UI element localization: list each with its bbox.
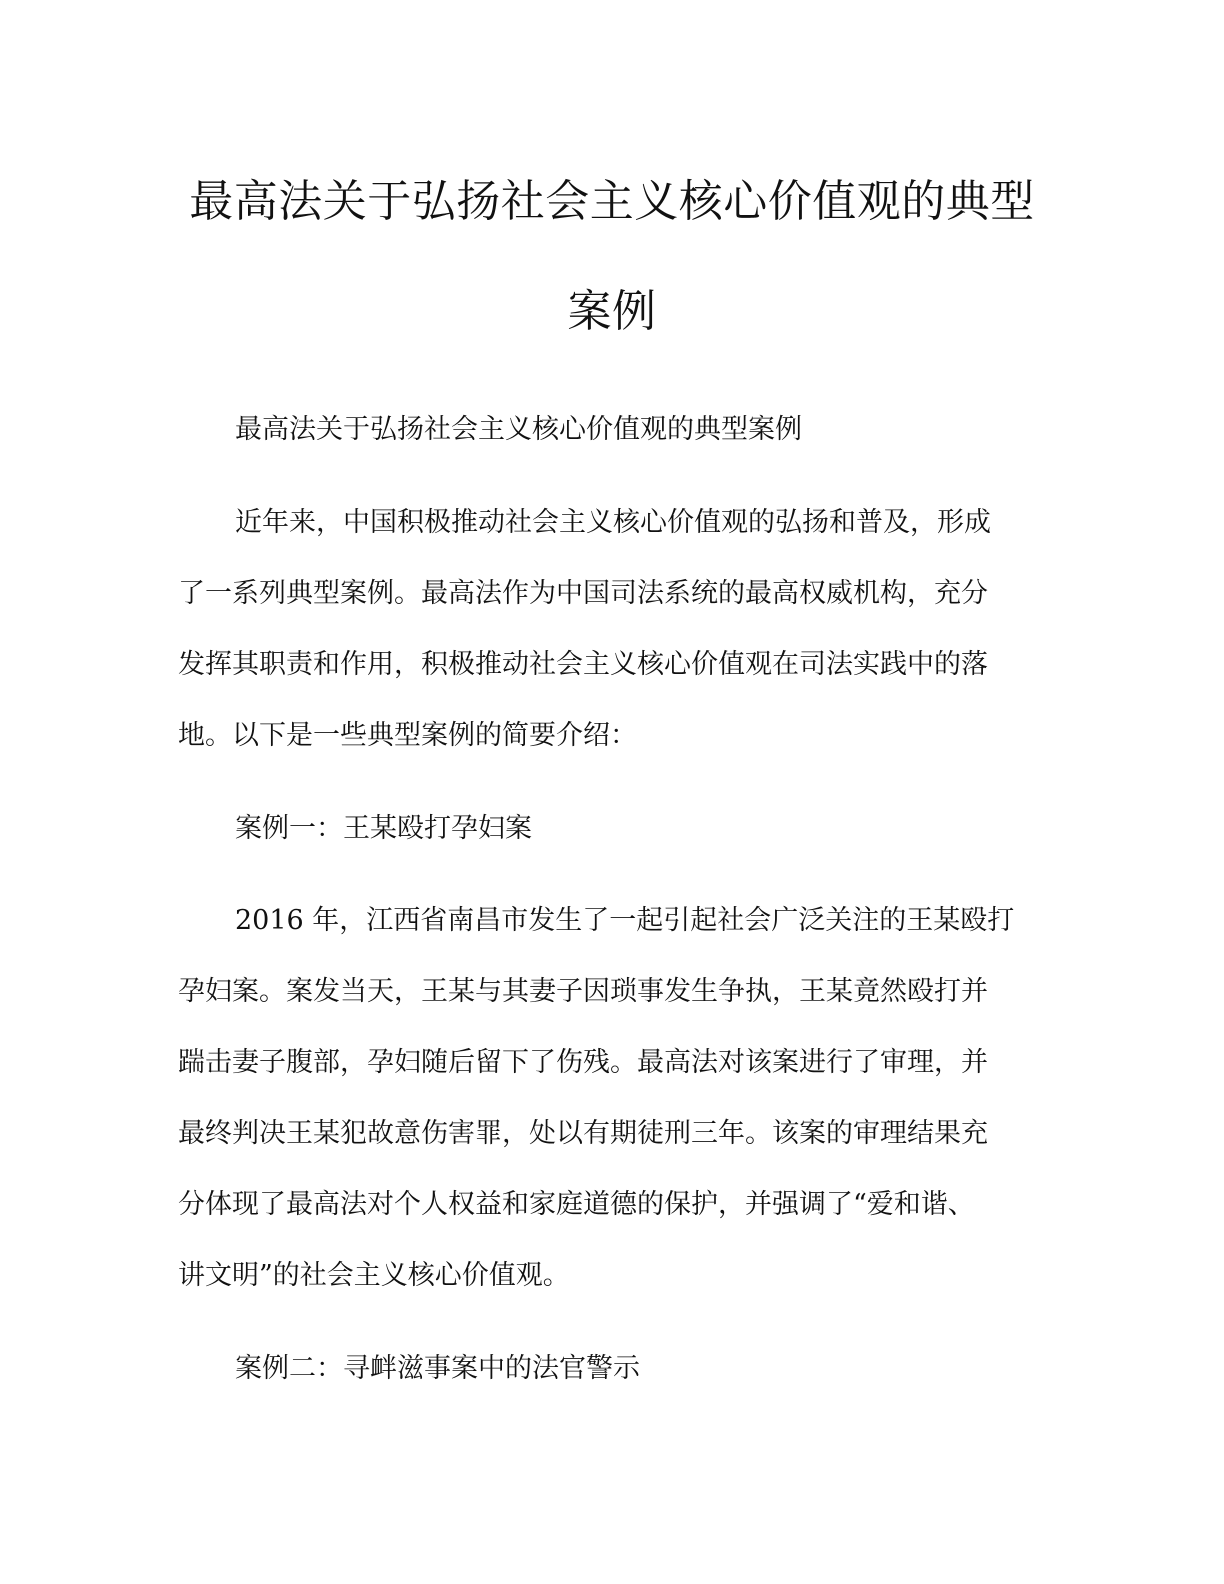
intro-line-1: 近年来，中国积极推动社会主义核心价值观的弘扬和普及，形成 bbox=[235, 507, 991, 538]
intro-line-3: 发挥其职责和作用，积极推动社会主义核心价值观在司法实践中的落 bbox=[178, 649, 988, 680]
intro-line-4: 地。以下是一些典型案例的简要介绍： bbox=[178, 720, 637, 751]
document-title-line-1: 最高法关于弘扬社会主义核心价值观的典型 bbox=[189, 176, 1035, 227]
case2-heading: 案例二：寻衅滋事案中的法官警示 bbox=[235, 1353, 640, 1384]
case1-line-1: 2016 年，江西省南昌市发生了一起引起社会广泛关注的王某殴打 bbox=[235, 905, 1015, 936]
case1-line-6: 讲文明”的社会主义核心价值观。 bbox=[178, 1260, 570, 1291]
case1-line-2: 孕妇案。案发当天，王某与其妻子因琐事发生争执，王某竟然殴打并 bbox=[178, 976, 988, 1007]
intro-line-2: 了一系列典型案例。最高法作为中国司法系统的最高权威机构，充分 bbox=[178, 578, 988, 609]
document-subtitle: 最高法关于弘扬社会主义核心价值观的典型案例 bbox=[235, 414, 802, 445]
case1-line-4: 最终判决王某犯故意伤害罪，处以有期徒刑三年。该案的审理结果充 bbox=[178, 1118, 988, 1149]
document-title-line-2: 案例 bbox=[567, 286, 657, 337]
case1-line-3: 踹击妻子腹部，孕妇随后留下了伤残。最高法对该案进行了审理，并 bbox=[178, 1047, 988, 1078]
case1-line-5: 分体现了最高法对个人权益和家庭道德的保护，并强调了“爱和谐、 bbox=[178, 1189, 975, 1220]
case1-heading: 案例一：王某殴打孕妇案 bbox=[235, 813, 532, 844]
